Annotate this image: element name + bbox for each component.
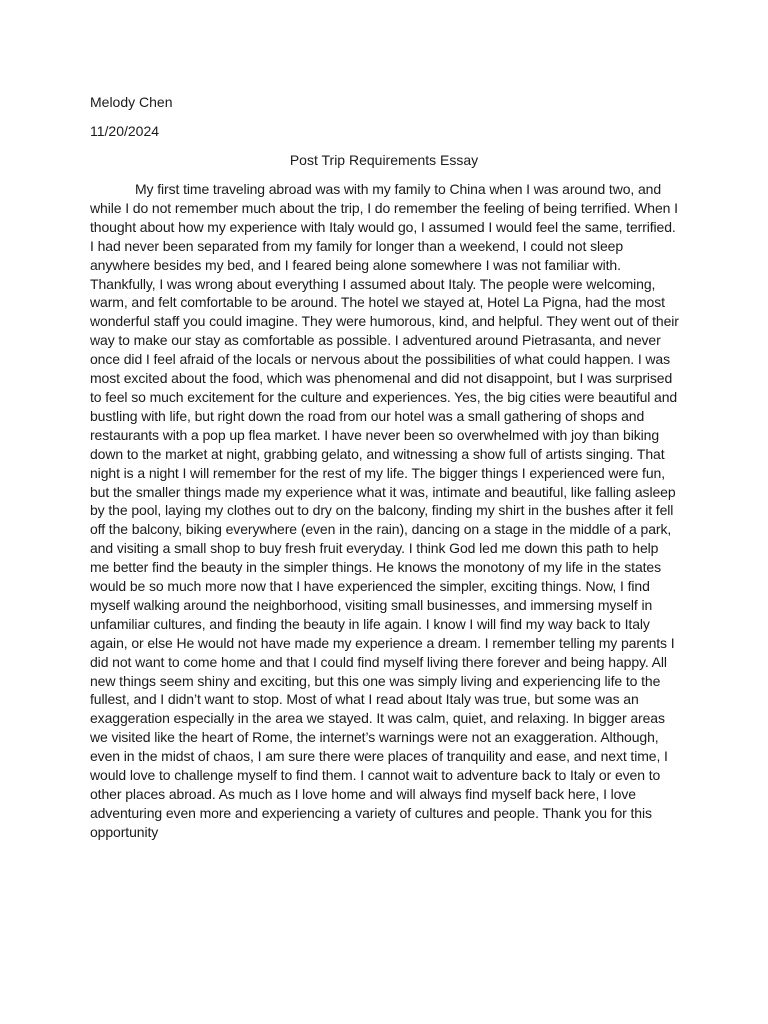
essay-title: Post Trip Requirements Essay — [289, 152, 479, 168]
author-name: Melody Chen — [90, 94, 173, 110]
essay-date: 11/20/2024 — [90, 123, 160, 139]
essay-body-paragraph: My first time traveling abroad was with my family to China when I was around two, and while I do not remember much about the trip, I do remember the feeling of being terrified. When I thought about how my experience with Italy would go, I assumed I would feel the same, terrified. I had never been separated from my family for longer than a weekend, I could not sleep anywhere besides my bed, and I feared being alone somewhere I was not familiar with. Thankfully, I was wrong about everything I assumed about Italy. The people were welcoming, warm, and felt comfortable to be around. The hotel we stayed at, Hotel La Pigna, had the most wonderful staff you could imagine. They were humorous, kind, and helpful. They went out of their way to make our stay as comfortable as possible. I adventured around Pietrasanta, and never once did I feel afraid of the locals or nervous about the possibilities of what could happen. I was most excited about the food, which was phenomenal and did not disappoint, but I was surprised to feel so much excitement for the culture and experiences. Yes, the big cities were beautiful and bustling with life, but right down the road from our hotel was a small gathering of shops and restaurants with a pop up flea market. I have never been so overwhelmed with joy than biking down to the market at night, grabbing gelato, and witnessing a show full of artists singing. That night is a night I will remember for the rest of my life. The bigger things I experienced were fun, but the smaller things made my experience what it was, intimate and beautiful, like falling asleep by the pool, laying my clothes out to dry on the balcony, finding my shirt in the bushes after it fell off the balcony, biking everywhere (even in the rain), dancing on a stage in the middle of a park, and visiting a small shop to buy fresh fruit everyday. I think God led me down this path to help me better find the beauty in the simpler things. He knows the monotony of my life in the states would be so much more now that I have experienced the simpler, exciting things. Now, I find myself walking around the neighborhood, visiting small businesses, and immersing myself in unfamiliar cultures, and finding the beauty in life again. I know I will find my way back to Italy again, or else He would not have made my experience a dream. I remember telling my parents I did not want to come home and that I could find myself living there forever and being happy. All new things seem shiny and exciting, but this one was simply living and experiencing life to the fullest, and I didn’t want to stop. Most of what I read about Italy was true, but some was an exaggeration especially in the area we stayed. It was calm, quiet, and relaxing. In bigger areas we visited like the heart of Rome, the internet’s warnings were not an exaggeration. Although, even in the midst of chaos, I am sure there were places of tranquility and ease, and next time, I would love to challenge myself to find them. I cannot wait to adventure back to Italy or even to other places abroad. As much as I love home and will always find myself back here, I love adventuring even more and experiencing a variety of cultures and people. Thank you for this opportunity — [90, 181, 679, 840]
